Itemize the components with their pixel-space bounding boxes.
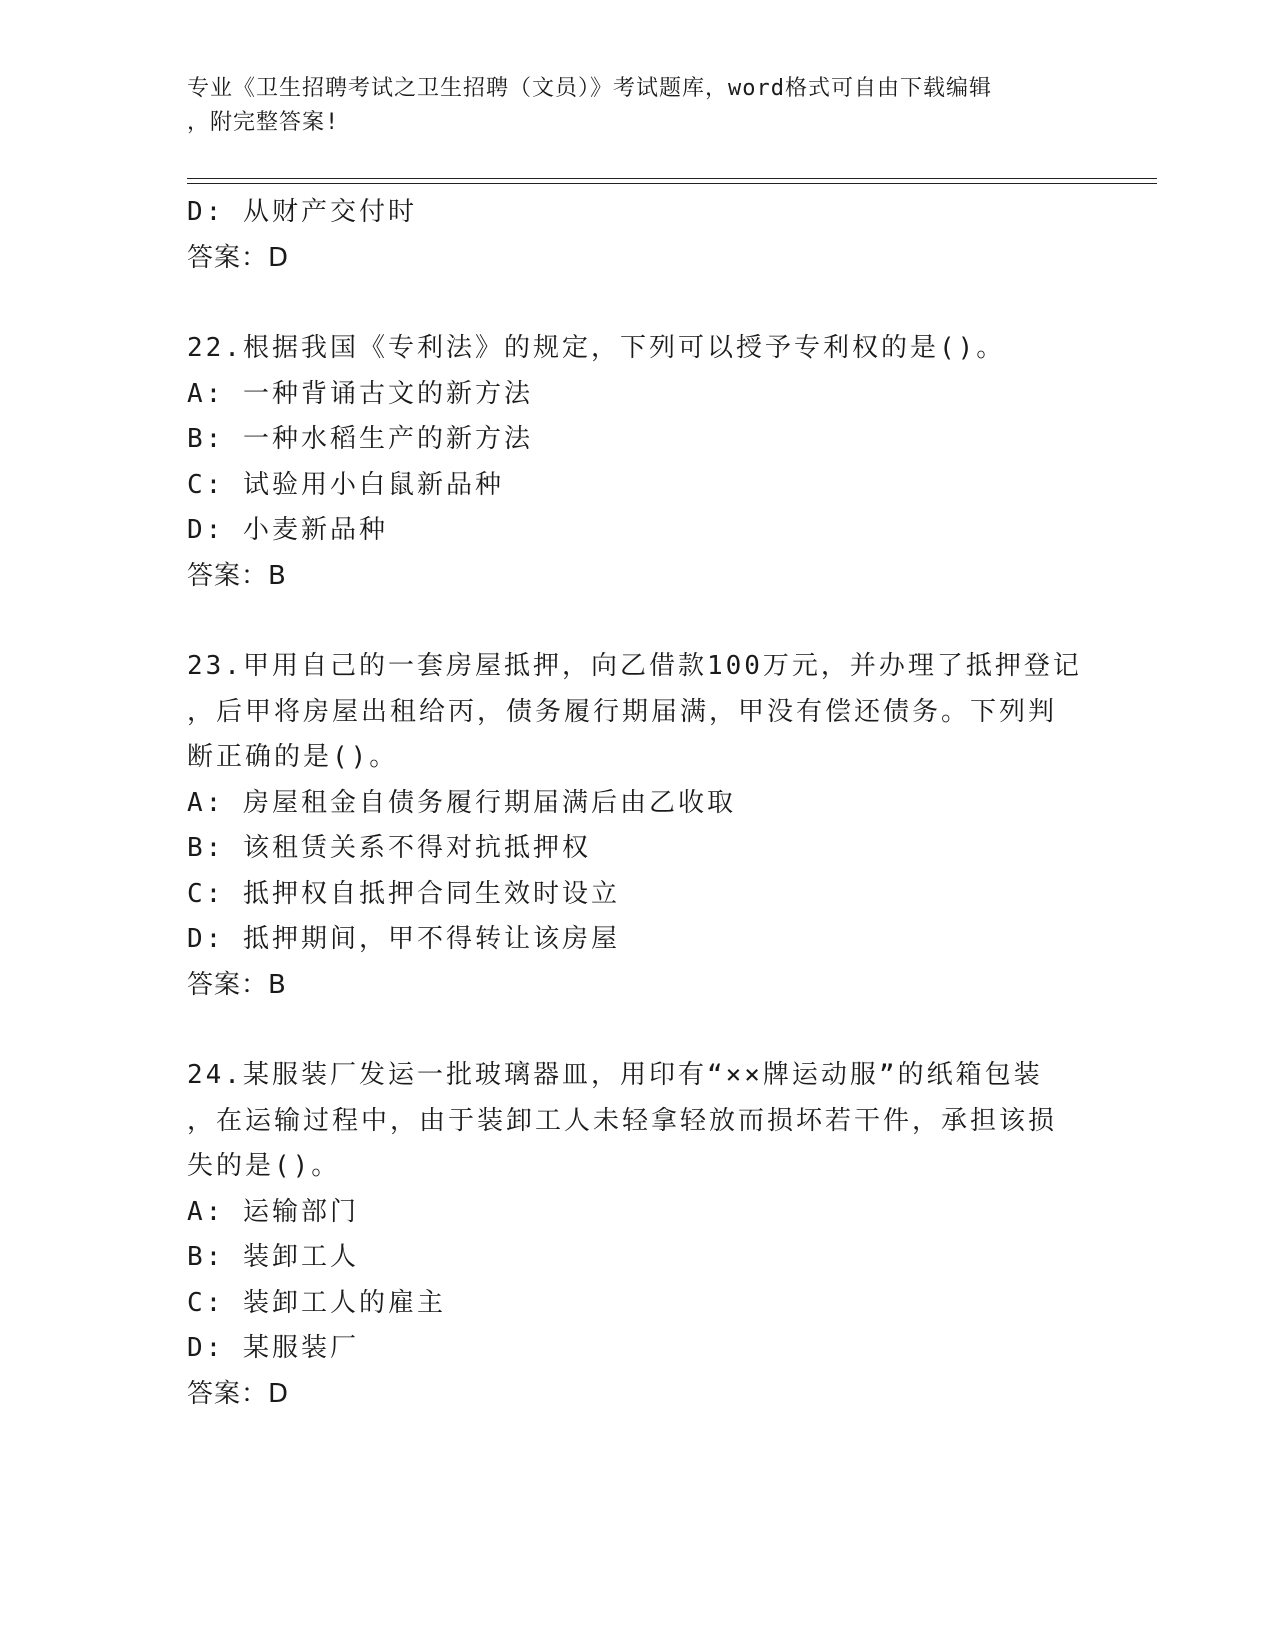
question-22	[187, 326, 1087, 599]
answer-line: 答案：D	[187, 1378, 290, 1409]
option-a: A: 房屋租金自债务履行期届满后由乙收取	[187, 787, 736, 818]
question-23	[187, 644, 1087, 1008]
option-a: A: 运输部门	[187, 1196, 359, 1227]
option-d: D: 从财产交付时	[187, 197, 417, 227]
option-b: B: 装卸工人	[187, 1242, 359, 1272]
previous-question-tail	[187, 190, 1087, 281]
question-stem-line-1: 23.甲用自己的一套房屋抵押，向乙借款100万元，并办理了抵押登记	[187, 651, 1082, 681]
question-stem-line-1: 24.某服装厂发运一批玻璃器皿，用印有“××牌运动服”的纸箱包装	[187, 1060, 1043, 1090]
header-divider-bottom	[187, 183, 1157, 184]
option-d: D: 小麦新品种	[187, 515, 388, 545]
option-b: B: 该租赁关系不得对抗抵押权	[187, 833, 591, 863]
header-line-2: ，附完整答案!	[187, 110, 340, 135]
question-stem-line-3: 失的是()。	[187, 1151, 341, 1181]
question-24	[187, 1053, 1087, 1417]
answer-line: 答案：B	[187, 969, 287, 1000]
option-b: B: 一种水稻生产的新方法	[187, 424, 533, 454]
question-stem: 22.根据我国《专利法》的规定，下列可以授予专利权的是()。	[187, 333, 1006, 363]
option-a: A: 一种背诵古文的新方法	[187, 378, 533, 409]
option-c: C: 装卸工人的雇主	[187, 1287, 446, 1318]
option-d: D: 某服装厂	[187, 1333, 359, 1363]
answer-line: 答案：D	[187, 242, 290, 273]
document-body	[187, 190, 1087, 1417]
question-stem-line-2: ，后甲将房屋出租给丙，债务履行期届满，甲没有偿还债务。下列判	[187, 696, 1058, 727]
header-divider-top	[187, 178, 1157, 179]
question-stem-line-2: ，在运输过程中，由于装卸工人未轻拿轻放而损坏若干件，承担该损	[187, 1105, 1058, 1136]
option-c: C: 抵押权自抵押合同生效时设立	[187, 878, 620, 909]
answer-line: 答案：B	[187, 560, 287, 591]
option-d: D: 抵押期间，甲不得转让该房屋	[187, 924, 620, 954]
header-line-1: 专业《卫生招聘考试之卫生招聘（文员）》考试题库，word格式可自由下载编辑	[187, 76, 992, 101]
question-stem-line-3: 断正确的是()。	[187, 742, 399, 772]
document-header	[187, 72, 1067, 140]
option-c: C: 试验用小白鼠新品种	[187, 469, 504, 500]
